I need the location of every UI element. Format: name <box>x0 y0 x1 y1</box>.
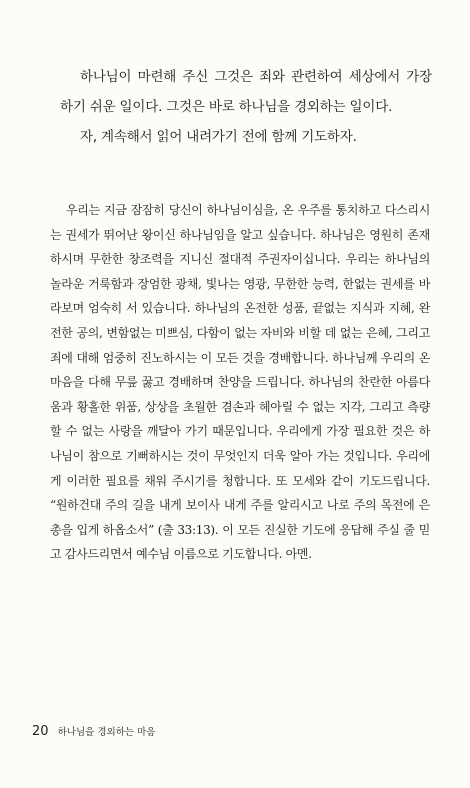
intro-section <box>60 62 432 152</box>
intro-paragraph: 하나님이 마련해 주신 그것은 죄와 관련하여 세상에서 가장 하기 쉬운 일이다. 그것은 바로 하나님을 경외하는 일이다. <box>60 69 432 115</box>
page-number: 20 <box>32 724 49 739</box>
prayer-section <box>50 198 430 567</box>
prayer-paragraph: 우리는 지금 잠잠히 당신이 하나님이심을, 온 우주를 통치하고 다스리시는 권세가 뛰어난 왕이신 하나님임을 알고 싶습니다. 하나님은 영원히 존재하시며 무한한 창조력을 지니신 절대적 주권자이십니다. 우리는 하나님의 놀라운 거룩함과 장엄한 광채, 빛나는 영광, 무한한 능력, 한없는 권세를 바라보며 엄숙히 서 있습니다. 하나님의 온전한 성품, 끝없는 지식과 지혜, 완전한 공의, 변함없는 미쁘심, 다함이 없는 자비와 비할 데 없는 은혜, 그리고 죄에 대해 엄중히 진노하시는 이 모든 것을 경배합니다. 하나님께 우리의 온 마음을 다해 무릎 꿇고 경배하며 찬양을 드립니다. 하나님의 찬란한 아름다움과 황홀한 위품, 상상을 초월한 겸손과 헤아릴 수 없는 지각, 그리고 측량할 수 없는 사랑을 깨달아 가기 때문입니다. 우리에게 가장 필요한 것은 하나님이 참으로 기뻐하시는 것이 무엇인지 더욱 알아 가는 것입니다. 우리에게 이러한 필요를 채워 주시기를 청합니다. 또 모세와 같이 기도드립니다. “원하건대 주의 길을 내게 보이사 내게 주를 알리시고 나로 주의 목전에 은총을 입게 하옵소서” (출 33:13). 이 모든 진실한 기도에 응답해 주실 줄 믿고 감사드리면서 예수님 이름으로 기도합니다. 아멘. <box>50 203 430 562</box>
running-book-title: 하나님을 경외하는 마음 <box>57 727 156 738</box>
intro-paragraph-invitation: 자, 계속해서 읽어 내려가기 전에 함께 기도하자. <box>80 129 357 145</box>
page-footer <box>32 720 155 739</box>
